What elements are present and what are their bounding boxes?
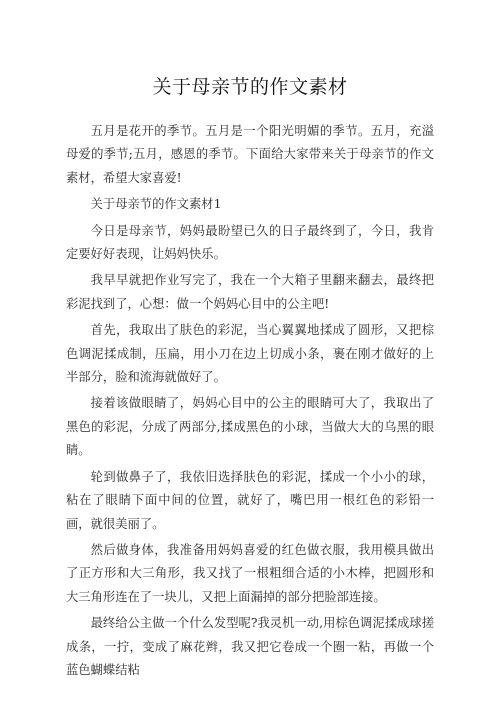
section-heading: 关于母亲节的作文素材1	[90, 197, 222, 212]
body-paragraph: 然后做身体，我准备用妈妈喜爱的红色做衣服，我用模具做出了正方形和大三角形，我又找了一根粗细合适的小木棒，把圆形和大三角形连在了一块儿，又把上面漏掉的部分把脸部连接。	[66, 542, 434, 604]
body-paragraph: 我早早就把作业写完了，我在一个大箱子里翻来翻去，最终把彩泥找到了，心想：做一个妈妈心目中的公主吧!	[66, 273, 434, 311]
body-paragraph: 今日是母亲节，妈妈最盼望已久的日子最终到了，今日，我肯定要好好表现，让妈妈快乐。	[66, 223, 434, 262]
document-body	[66, 120, 434, 682]
body-paragraph: 首先，我取出了肤色的彩泥，当心翼翼地揉成了圆形，又把棕色调泥揉成制，压扁，用小刀在边上切成小条，裹在刚才做好的上半部分，脸和流海就做好了。	[66, 323, 434, 385]
body-paragraph: 轮到做鼻子了，我依旧选择肤色的彩泥，揉成一个小小的球，粘在了眼睛下面中间的位置，就好了，嘴巴用一根红色的彩铅一画，就很美丽了。	[66, 469, 434, 531]
intro-paragraph: 五月是花开的季节。五月是一个阳光明媚的季节。五月，充溢母爱的季节;五月，感恩的季节。下面给大家带来关于母亲节的作文素材，希望大家喜爱!	[66, 124, 434, 185]
body-paragraph: 接着该做眼睛了，妈妈心目中的公主的眼睛可大了，我取出了黑色的彩泥，分成了两部分,揉成黑色的小球，当做大大的乌黑的眼睛。	[66, 396, 434, 458]
body-paragraph: 最终给公主做一个什么发型呢?我灵机一动,用棕色调泥揉成球搓成条，一拧，变成了麻花辫，我又把它卷成一个圈一粘，再做一个蓝色蝴蝶结粘	[66, 616, 434, 677]
page-title: 关于母亲节的作文素材	[152, 76, 348, 98]
